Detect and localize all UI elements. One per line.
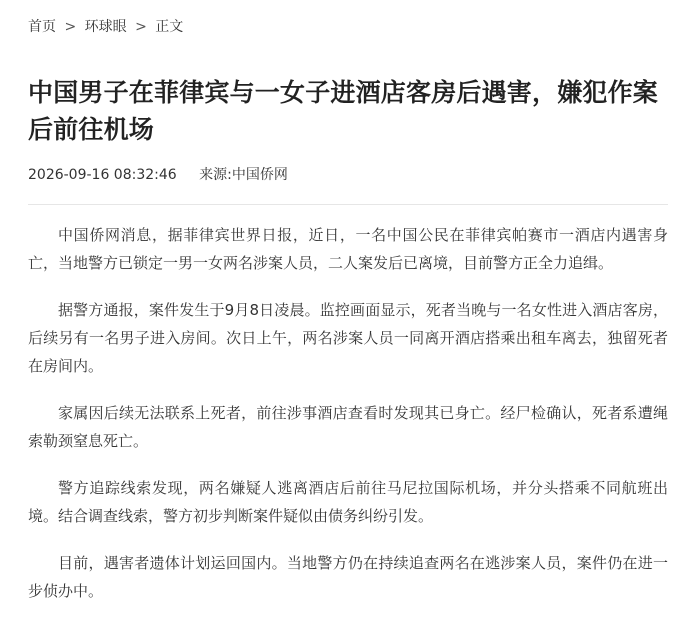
article-paragraph: 警方追踪线索发现，两名嫌疑人逃离酒店后前往马尼拉国际机场，并分头搭乘不同航班出境。结合调查线索，警方初步判断案件疑似由债务纠纷引发。: [28, 479, 668, 525]
breadcrumb-section-link[interactable]: 环球眼: [84, 19, 127, 35]
breadcrumb-home-link[interactable]: 首页: [28, 19, 56, 35]
breadcrumb-separator: >: [64, 19, 77, 35]
article-meta: [28, 165, 288, 185]
publish-time: 2026-09-16 08:32:46: [28, 167, 177, 183]
article-paragraph: 家属因后续无法联系上死者，前往涉事酒店查看时发现其已身亡。经尸检确认，死者系遭绳索勒颈窒息死亡。: [28, 404, 668, 450]
article-paragraph: 据警方通报，案件发生于9月8日凌晨。监控画面显示，死者当晚与一名女性进入酒店客房，后续另有一名男子进入房间。次日上午，两名涉案人员一同离开酒店搭乘出租车离去，独留死者在房间内。: [28, 301, 668, 375]
breadcrumb: [28, 17, 183, 37]
divider: [28, 204, 668, 205]
article-source: 来源:中国侨网: [199, 167, 288, 183]
breadcrumb-separator: >: [135, 19, 147, 35]
article-title: 中国男子在菲律宾与一女子进酒店客房后遇害，嫌犯作案后前往机场: [28, 78, 659, 144]
article-body: [28, 221, 668, 624]
breadcrumb-current: 正文: [155, 19, 184, 35]
article-paragraph: 中国侨网消息，据菲律宾世界日报，近日，一名中国公民在菲律宾帕赛市一酒店内遇害身亡，当地警方已锁定一男一女两名涉案人员，二人案发后已离境，目前警方正全力追缉。: [28, 226, 668, 272]
article-paragraph: 目前，遇害者遗体计划运回国内。当地警方仍在持续追查两名在逃涉案人员，案件仍在进一步侦办中。: [28, 554, 668, 600]
